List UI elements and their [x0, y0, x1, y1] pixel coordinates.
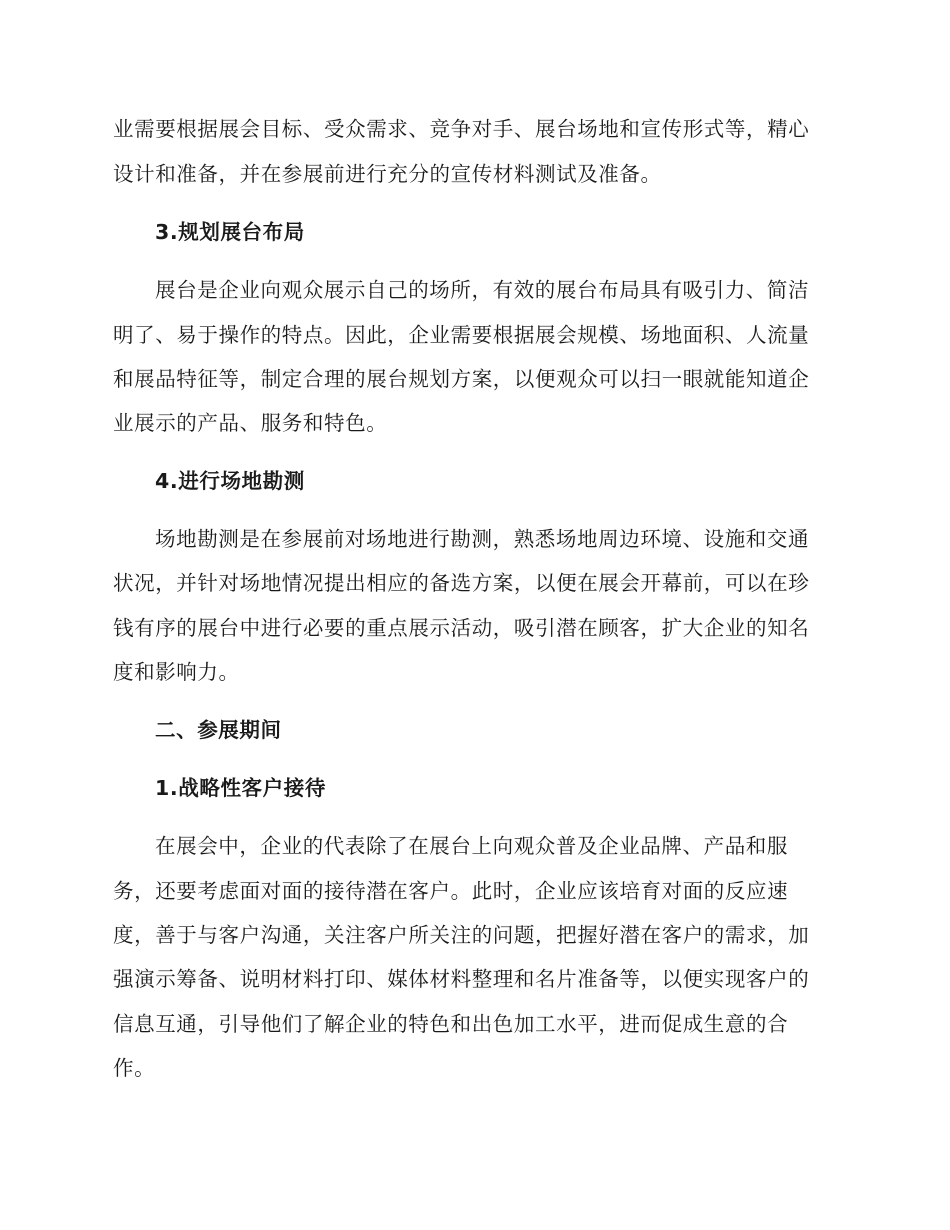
paragraph-line: 业展示的产品、服务和特色。: [113, 411, 388, 435]
paragraph-line: 和展品特征等，制定合理的展台规划方案，以便观众可以扫一眼就能知道企: [113, 367, 810, 391]
paragraph-line: 状况，并针对场地情况提出相应的备选方案，以便在展会开幕前，可以在珍: [113, 571, 810, 595]
paragraph-line: 设计和准备，并在参展前进行充分的宣传材料测试及准备。: [113, 162, 662, 186]
paragraph-line: 场地勘测是在参展前对场地进行勘测，熟悉场地周边环境、设施和交通: [155, 527, 810, 551]
paragraph-line: 钱有序的展台中进行必要的重点展示活动，吸引潜在顾客，扩大企业的知名: [113, 616, 810, 640]
paragraph-line: 展台是企业向观众展示自己的场所，有效的展台布局具有吸引力、简洁: [155, 278, 810, 302]
section-heading: 4.进行场地勘测: [155, 469, 305, 493]
section-heading: 3.规划展台布局: [155, 220, 305, 244]
paragraph-line: 务，还要考虑面对面的接待潜在客户。此时，企业应该培育对面的反应速: [113, 879, 789, 903]
chapter-heading: 二、参展期间: [155, 718, 282, 742]
section-heading: 1.战略性客户接待: [155, 776, 326, 800]
paragraph-line: 度，善于与客户沟通，关注客户所关注的问题，把握好潜在客户的需求，加: [113, 923, 810, 947]
paragraph-line: 强演示筹备、说明材料打印、媒体材料整理和名片准备等，以便实现客户的: [113, 967, 810, 991]
paragraph-line: 业需要根据展会目标、受众需求、竞争对手、展台场地和宣传形式等，精心: [113, 117, 810, 141]
paragraph-line: 在展会中，企业的代表除了在展台上向观众普及企业品牌、产品和服: [155, 834, 788, 858]
paragraph-line: 信息互通，引导他们了解企业的特色和出色加工水平，进而促成生意的合: [113, 1012, 789, 1036]
paragraph-line: 明了、易于操作的特点。因此，企业需要根据展会规模、场地面积、人流量: [113, 323, 810, 347]
paragraph-line: 度和影响力。: [113, 660, 240, 684]
paragraph-line: 作。: [113, 1056, 156, 1080]
